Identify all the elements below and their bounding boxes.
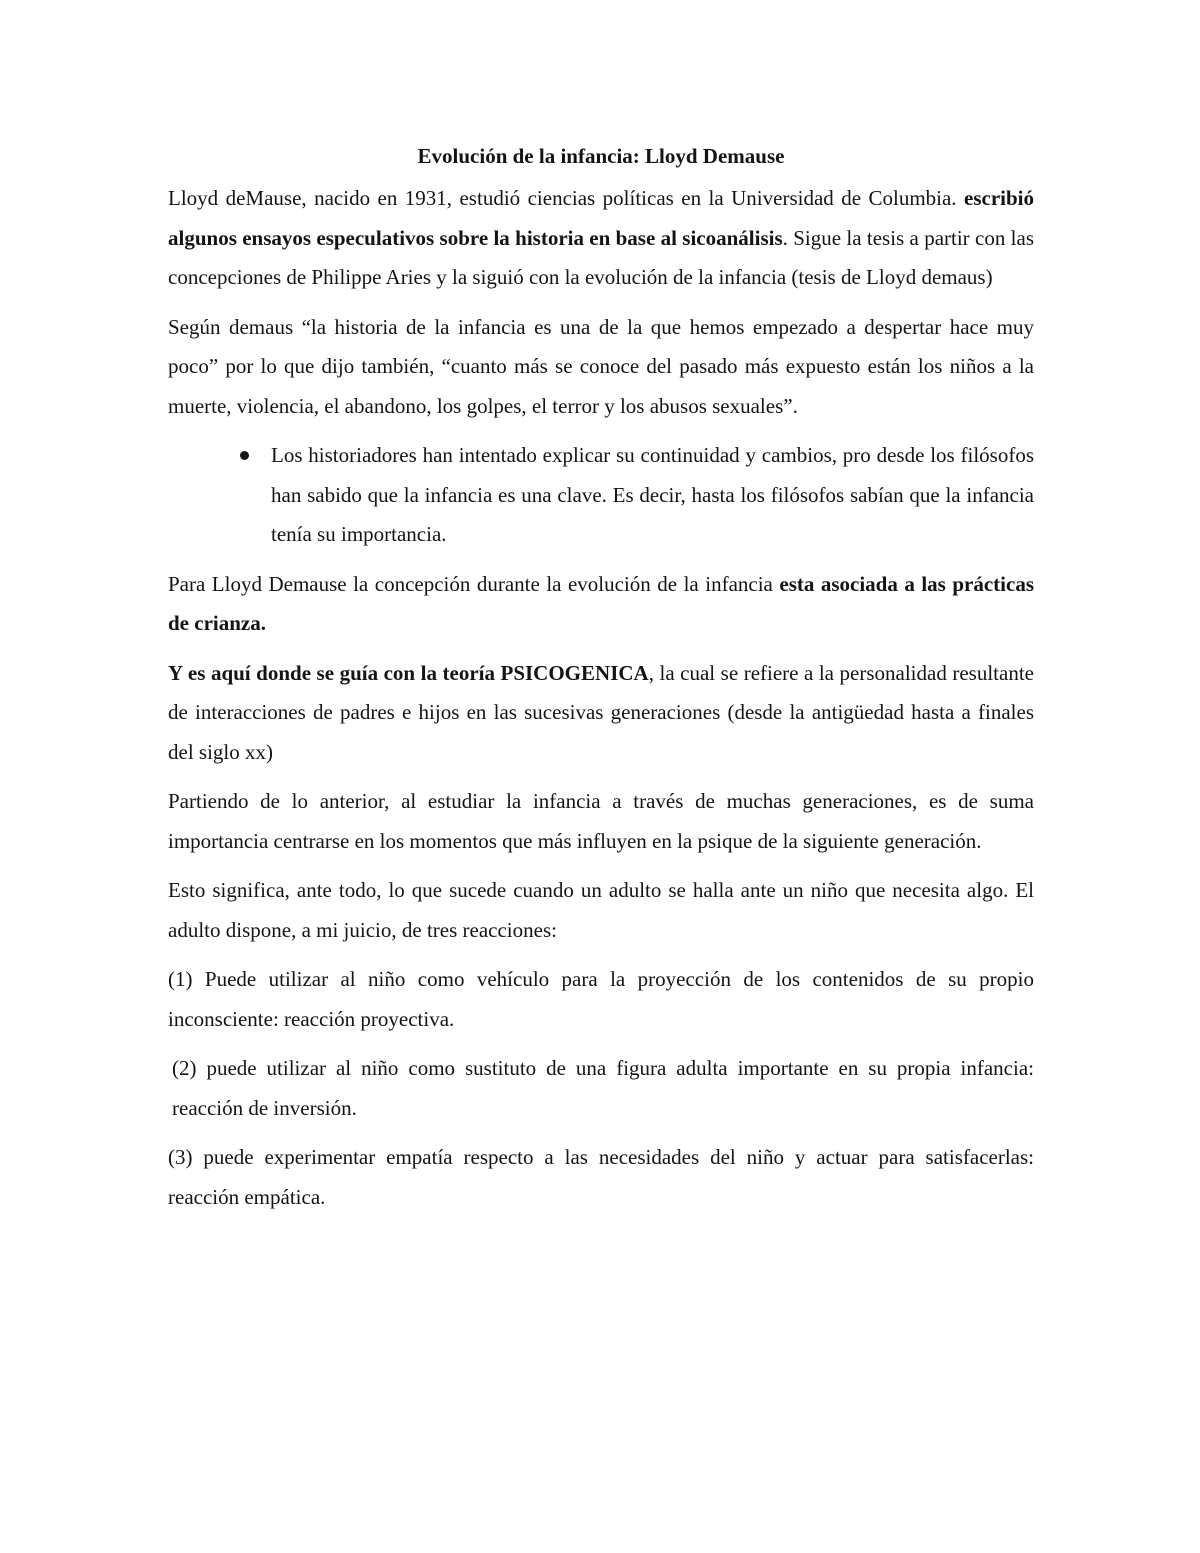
- bullet-list: [168, 436, 1034, 555]
- paragraph-reacciones: Esto significa, ante todo, lo que sucede cuando un adulto se halla ante un niño que necesita algo. El adulto dispone, a mi juicio, de tres reacciones:: [168, 878, 1034, 942]
- intro-bold-text: escribió algunos ensayos especulativos sobre la historia en base al sicoanálisis: [168, 186, 1034, 250]
- intro-text-1: Lloyd deMause, nacido en 1931, estudió ciencias políticas en la Universidad de Columbia.: [168, 186, 965, 210]
- crianza-text: Para Lloyd Demause la concepción durante la evolución de la infancia: [168, 571, 780, 596]
- bullet-text: Los historiadores han intentado explicar su continuidad y cambios, pro desde los filósofos han sabido que la infancia es una clave. Es decir, hasta los filósofos sabían que la infancia tenía su importancia.: [271, 443, 1034, 546]
- paragraph-crianza: [168, 565, 1034, 644]
- crianza-bold-text: esta asociada a las prácticas de crianza.: [168, 571, 1034, 635]
- document-title: Evolución de la infancia: Lloyd Demause: [417, 144, 785, 168]
- paragraph-intro: [168, 179, 1034, 298]
- document-body: [168, 137, 1034, 1227]
- paragraph-reaccion-3: (3) puede experimentar empatía respecto a las necesidades del niño y actuar para satisfacerlas: reacción empática.: [168, 1145, 1034, 1209]
- intro-text-2: . Sigue la tesis a partir con las concepciones de Philippe Aries y la siguió con la evolución de la infancia (tesis de Lloyd demaus): [168, 225, 1034, 289]
- paragraph-psicogenica: [168, 654, 1034, 773]
- psicogenica-text: , la cual se refiere a la personalidad resultante de interacciones de padres e hijos en las sucesivas generaciones (desde la antigüedad hasta a finales del siglo xx): [168, 660, 1034, 764]
- paragraph-generaciones: Partiendo de lo anterior, al estudiar la infancia a través de muchas generaciones, es de suma importancia centrarse en los momentos que más influyen en la psique de la siguiente generación.: [168, 789, 1034, 853]
- psicogenica-bold-text: Y es aquí donde se guía con la teoría PSICOGENICA: [168, 660, 649, 685]
- paragraph-reaccion-2: (2) puede utilizar al niño como sustituto de una figura adulta importante en su propia infancia: reacción de inversión.: [172, 1056, 1034, 1120]
- bullet-dot-icon: [240, 451, 249, 460]
- bullet-item: [168, 436, 1034, 555]
- paragraph-reaccion-1: (1) Puede utilizar al niño como vehículo para la proyección de los contenidos de su propio inconsciente: reacción proyectiva.: [168, 967, 1034, 1031]
- paragraph-quote: Según demaus “la historia de la infancia es una de la que hemos empezado a despertar hace muy poco” por lo que dijo también, “cuanto más se conoce del pasado más expuesto están los niños a la muerte, violencia, el abandono, los golpes, el terror y los abusos sexuales”.: [168, 314, 1034, 418]
